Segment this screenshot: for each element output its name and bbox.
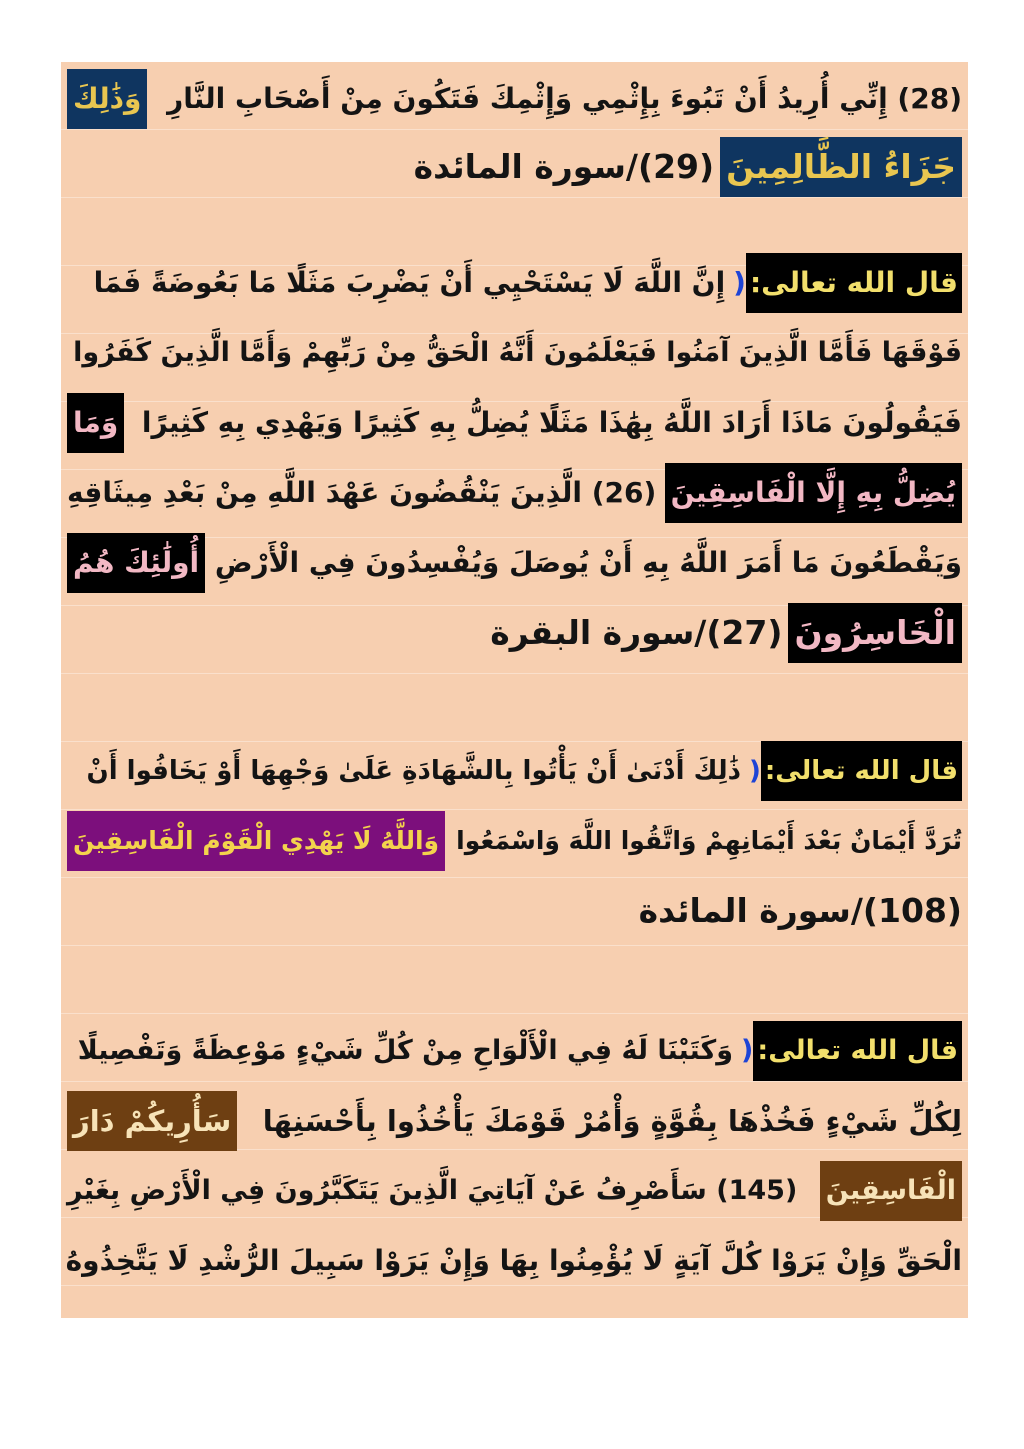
highlight-phrase: سَأُرِيكُمْ دَارَ [67,1091,237,1151]
verse-text: لِكُلِّ شَيْءٍ فَخُذْهَا بِقُوَّةٍ وَأْمُرْ قَوْمَكَ يَأْخُذُوا بِأَحْسَنِهَا [262,1104,962,1138]
verse-reference: (29)/سورة المائدة [413,147,715,186]
verse-text: (28) إِنِّي أُرِيدُ أَنْ تَبُوءَ بِإِثْمِي وَإِثْمِكَ فَتَكُونَ مِنْ أَصْحَابِ النَّارِ [167,82,962,115]
highlight-phrase: يُضِلُّ بِهِ إِلَّا الْفَاسِقِينَ [665,463,962,523]
highlight-phrase: وَاللَّهُ لَا يَهْدِي الْقَوْمَ الْفَاسِقِينَ [67,811,445,871]
block2-line5 [61,530,968,596]
block2-line3 [61,390,968,456]
block3-line2 [61,808,968,874]
highlight-phrase: الْخَاسِرُونَ [788,603,962,663]
open-bracket: ( [748,756,761,786]
block4-line4 [61,1228,968,1294]
block2-line6 [61,600,968,666]
quote-label: قال الله تعالى: [746,253,962,313]
highlight-phrase: أُولَٰئِكَ هُمُ [67,533,205,593]
block1-line2 [61,134,968,200]
open-bracket: ( [733,266,746,299]
verse-reference: (27)/سورة البقرة [490,613,783,652]
verse-text: فَيَقُولُونَ مَاذَا أَرَادَ اللَّهُ بِهَٰذَا مَثَلًا يُضِلُّ بِهِ كَثِيرًا وَيَهْدِي بِهِ كَثِيرًا [141,406,962,439]
block2-line1 [61,250,968,316]
page-sheet [61,62,968,1318]
highlight-phrase: جَزَاءُ الظَّالِمِينَ [720,137,962,197]
verse-text: (26) الَّذِينَ يَنْقُضُونَ عَهْدَ اللَّهِ مِنْ بَعْدِ مِيثَاقِهِ [67,476,657,509]
highlight-phrase: وَذَٰلِكَ [67,69,147,129]
block1-line1 [61,66,968,132]
block4-line3 [61,1158,968,1224]
verse-text: ذَٰلِكَ أَدْنَىٰ أَنْ يَأْتُوا بِالشَّهَادَةِ عَلَىٰ وَجْهِهَا أَوْ يَخَافُوا أَنْ [86,756,741,786]
block4-line2 [61,1088,968,1154]
highlight-phrase: وَمَا [67,393,124,453]
verse-text: (145) سَأَصْرِفُ عَنْ آيَاتِيَ الَّذِينَ يَتَكَبَّرُونَ فِي الْأَرْضِ بِغَيْرِ [67,1175,798,1206]
verse-text: الْحَقِّ وَإِنْ يَرَوْا كُلَّ آيَةٍ لَا يُؤْمِنُوا بِهَا وَإِنْ يَرَوْا سَبِيلَ الرُّشْدِ لَا يَتَّخِذُوهُ [65,1244,962,1277]
verse-text: وَيَقْطَعُونَ مَا أَمَرَ اللَّهُ بِهِ أَنْ يُوصَلَ وَيُفْسِدُونَ فِي الْأَرْضِ [214,546,962,579]
verse-text: إِنَّ اللَّهَ لَا يَسْتَحْيِي أَنْ يَضْرِبَ مَثَلًا مَا بَعُوضَةً فَمَا [93,266,726,299]
highlight-phrase: الْفَاسِقِينَ [820,1161,962,1221]
block4-line1 [61,1018,968,1084]
block3-line1 [61,738,968,804]
block2-line4 [61,460,968,526]
verse-text: وَكَتَبْنَا لَهُ فِي الْأَلْوَاحِ مِنْ كُلِّ شَيْءٍ مَوْعِظَةً وَتَفْصِيلًا [77,1035,734,1066]
block3-line3 [61,878,968,944]
quote-label: قال الله تعالى: [761,741,962,801]
verse-text: فَوْقَهَا فَأَمَّا الَّذِينَ آمَنُوا فَيَعْلَمُونَ أَنَّهُ الْحَقُّ مِنْ رَبِّهِمْ وَأَمَّا الَّذِينَ كَفَرُوا [73,337,962,368]
open-bracket: ( [741,1035,754,1066]
quote-label: قال الله تعالى: [753,1021,962,1081]
verse-text: تُرَدَّ أَيْمَانٌ بَعْدَ أَيْمَانِهِمْ وَاتَّقُوا اللَّهَ وَاسْمَعُوا [456,826,962,855]
verse-reference: (108)/سورة المائدة [638,891,962,930]
block2-line2 [61,320,968,386]
